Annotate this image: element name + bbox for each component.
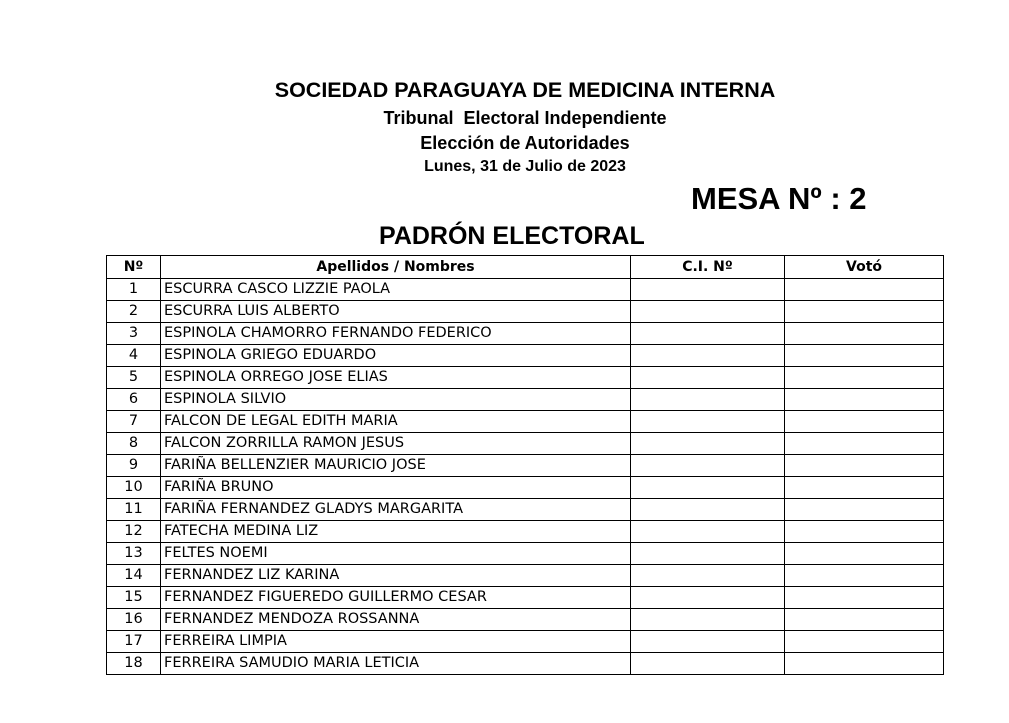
row-ci-cell — [631, 543, 785, 565]
row-number: 17 — [107, 631, 161, 653]
list-title: PADRÓN ELECTORAL — [379, 222, 645, 250]
table-row — [107, 499, 944, 521]
row-name: FERREIRA SAMUDIO MARIA LETICIA — [161, 653, 631, 675]
tribunal-subtitle: Tribunal Electoral Independiente — [383, 108, 667, 128]
row-voted-cell — [785, 587, 944, 609]
row-name: ESCURRA LUIS ALBERTO — [161, 301, 631, 323]
row-number: 2 — [107, 301, 161, 323]
table-row — [107, 543, 944, 565]
row-name: FERNANDEZ FIGUEREDO GUILLERMO CESAR — [161, 587, 631, 609]
mesa-number: MESA Nº : 2 — [691, 181, 867, 216]
row-number: 1 — [107, 279, 161, 301]
row-number: 13 — [107, 543, 161, 565]
row-ci-cell — [631, 301, 785, 323]
row-voted-cell — [785, 411, 944, 433]
row-ci-cell — [631, 477, 785, 499]
row-voted-cell — [785, 499, 944, 521]
row-number: 8 — [107, 433, 161, 455]
row-ci-cell — [631, 389, 785, 411]
row-voted-cell — [785, 543, 944, 565]
table-row — [107, 631, 944, 653]
row-ci-cell — [631, 323, 785, 345]
row-ci-cell — [631, 279, 785, 301]
row-name: FARIÑA BRUNO — [161, 477, 631, 499]
row-name: FERNANDEZ LIZ KARINA — [161, 565, 631, 587]
table-row — [107, 411, 944, 433]
row-name: FARIÑA FERNANDEZ GLADYS MARGARITA — [161, 499, 631, 521]
row-number: 9 — [107, 455, 161, 477]
row-ci-cell — [631, 653, 785, 675]
row-number: 12 — [107, 521, 161, 543]
table-row — [107, 521, 944, 543]
table-row — [107, 279, 944, 301]
row-number: 15 — [107, 587, 161, 609]
row-ci-cell — [631, 521, 785, 543]
table-row — [107, 301, 944, 323]
column-header-number: Nº — [107, 256, 161, 279]
row-number: 11 — [107, 499, 161, 521]
row-ci-cell — [631, 455, 785, 477]
row-ci-cell — [631, 411, 785, 433]
row-number: 7 — [107, 411, 161, 433]
row-voted-cell — [785, 631, 944, 653]
row-ci-cell — [631, 367, 785, 389]
column-header-voted: Votó — [785, 256, 944, 279]
table-row — [107, 323, 944, 345]
row-ci-cell — [631, 433, 785, 455]
table-row — [107, 367, 944, 389]
table-header-row — [107, 256, 944, 279]
table-row — [107, 389, 944, 411]
row-ci-cell — [631, 499, 785, 521]
row-number: 14 — [107, 565, 161, 587]
voter-roll-table — [106, 255, 944, 675]
row-voted-cell — [785, 367, 944, 389]
table-row — [107, 587, 944, 609]
table-row — [107, 609, 944, 631]
row-name: FALCON ZORRILLA RAMON JESUS — [161, 433, 631, 455]
row-name: ESPINOLA SILVIO — [161, 389, 631, 411]
row-number: 5 — [107, 367, 161, 389]
row-name: FATECHA MEDINA LIZ — [161, 521, 631, 543]
row-number: 16 — [107, 609, 161, 631]
row-voted-cell — [785, 301, 944, 323]
row-number: 18 — [107, 653, 161, 675]
table-row — [107, 565, 944, 587]
column-header-name: Apellidos / Nombres — [161, 256, 631, 279]
row-voted-cell — [785, 279, 944, 301]
row-name: ESPINOLA ORREGO JOSE ELIAS — [161, 367, 631, 389]
row-name: FERREIRA LIMPIA — [161, 631, 631, 653]
election-date: Lunes, 31 de Julio de 2023 — [424, 158, 626, 175]
row-name: FELTES NOEMI — [161, 543, 631, 565]
row-voted-cell — [785, 433, 944, 455]
row-voted-cell — [785, 565, 944, 587]
row-number: 3 — [107, 323, 161, 345]
table-row — [107, 433, 944, 455]
row-ci-cell — [631, 609, 785, 631]
row-number: 4 — [107, 345, 161, 367]
row-ci-cell — [631, 565, 785, 587]
row-ci-cell — [631, 587, 785, 609]
row-voted-cell — [785, 477, 944, 499]
row-voted-cell — [785, 609, 944, 631]
row-name: ESPINOLA GRIEGO EDUARDO — [161, 345, 631, 367]
row-voted-cell — [785, 345, 944, 367]
table-row — [107, 653, 944, 675]
row-voted-cell — [785, 521, 944, 543]
row-voted-cell — [785, 389, 944, 411]
row-voted-cell — [785, 653, 944, 675]
row-number: 10 — [107, 477, 161, 499]
election-subtitle: Elección de Autoridades — [420, 133, 630, 153]
row-voted-cell — [785, 455, 944, 477]
row-ci-cell — [631, 345, 785, 367]
table-body — [107, 279, 944, 675]
column-header-ci: C.I. Nº — [631, 256, 785, 279]
table-row — [107, 345, 944, 367]
row-number: 6 — [107, 389, 161, 411]
organization-title: SOCIEDAD PARAGUAYA DE MEDICINA INTERNA — [274, 78, 776, 102]
row-name: FALCON DE LEGAL EDITH MARIA — [161, 411, 631, 433]
row-name: ESCURRA CASCO LIZZIE PAOLA — [161, 279, 631, 301]
table-row — [107, 455, 944, 477]
table-row — [107, 477, 944, 499]
row-voted-cell — [785, 323, 944, 345]
row-name: FARIÑA BELLENZIER MAURICIO JOSE — [161, 455, 631, 477]
row-name: ESPINOLA CHAMORRO FERNANDO FEDERICO — [161, 323, 631, 345]
row-ci-cell — [631, 631, 785, 653]
row-name: FERNANDEZ MENDOZA ROSSANNA — [161, 609, 631, 631]
